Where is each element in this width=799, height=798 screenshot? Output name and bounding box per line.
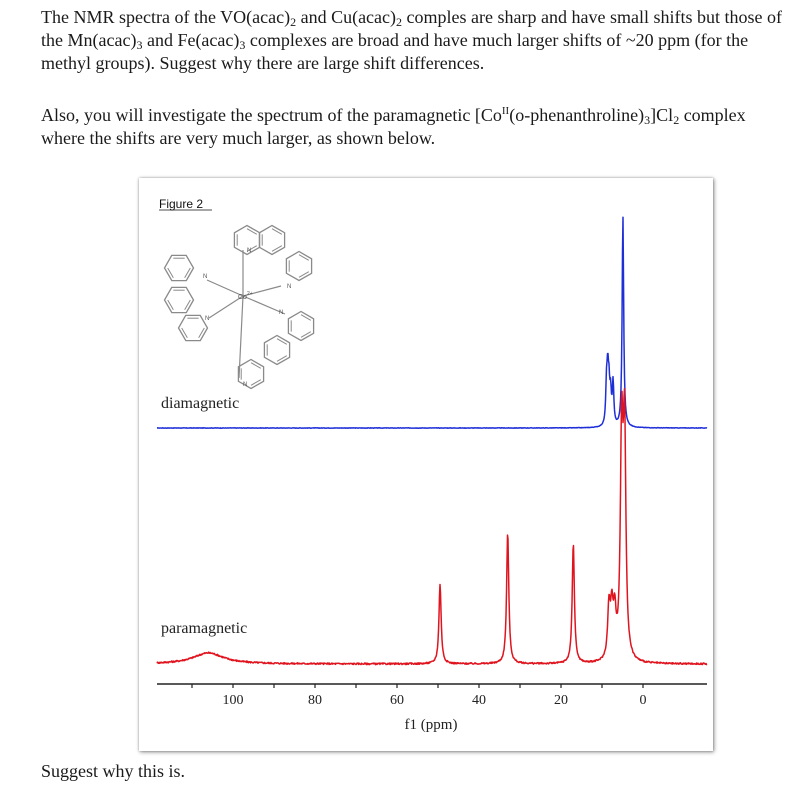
nitrogen-label: N [243, 382, 248, 388]
ring [259, 226, 284, 255]
p2-text-b: (o-phenanthroline) [509, 105, 645, 125]
double-bond [299, 255, 309, 261]
ring [288, 312, 313, 341]
p2-text-a: Also, you will investigate the spectrum of the paramagnetic [Co [41, 105, 502, 125]
p2-sub-c: 2 [673, 113, 680, 127]
p2-text-c: ]Cl [650, 105, 674, 125]
nmr-figure-canvas [139, 178, 713, 751]
nitrogen-label: N [205, 316, 210, 322]
p1-sub-a: 2 [290, 15, 297, 29]
p2-sub-b: 3 [644, 113, 651, 127]
double-bond [168, 268, 174, 278]
nitrogen-label: N [203, 274, 208, 280]
p1-sub-d: 3 [239, 38, 246, 52]
x-tick-label: 100 [222, 693, 244, 708]
co-phenanthroline-structure [165, 226, 314, 389]
x-tick-label: 40 [472, 693, 486, 708]
x-tick-label: 60 [390, 693, 404, 708]
double-bond [182, 328, 188, 338]
ppm-axis [157, 684, 707, 708]
x-tick-label: 80 [308, 693, 322, 708]
p1-text-a: The NMR spectra of the VO(acac) [41, 7, 291, 27]
nmr-spectra [157, 217, 707, 664]
x-tick-label: 0 [639, 693, 647, 708]
question-paragraph-2 [41, 104, 791, 150]
label-diamagnetic: diamagnetic [161, 395, 240, 412]
cobalt-label: Co [238, 294, 247, 301]
nitrogen-label: N [247, 248, 252, 254]
cobalt-charge-label: 2+ [247, 291, 253, 297]
double-bond [168, 300, 174, 310]
nmr-figure [139, 178, 713, 751]
label-paramagnetic: paramagnetic [161, 620, 248, 637]
p1-text-d: and Fe(acac) [142, 30, 240, 50]
p1-sub-c: 3 [136, 38, 143, 52]
x-tick-label: 20 [554, 693, 568, 708]
double-bond [277, 339, 287, 345]
nitrogen-label: N [279, 310, 284, 316]
ring [179, 315, 208, 340]
x-axis-label: f1 (ppm) [404, 717, 458, 733]
question-paragraph-3: Suggest why this is. [41, 761, 186, 781]
ring [165, 287, 194, 312]
p2-sup-oxidation-state: II [501, 105, 510, 117]
question-paragraph-1 [41, 6, 791, 75]
p2-text-d: complex where the shifts are very much larger, as shown below. [41, 105, 746, 148]
ring [264, 336, 289, 365]
nitrogen-label: N [287, 284, 292, 290]
p1-text-e: complexes are broad and have much larger shifts of ~20 ppm (for the methyl groups). Suggest why there are large shift differences. [41, 30, 749, 73]
double-bond [301, 315, 311, 321]
figure-caption: Figure 2 [159, 197, 204, 211]
p1-sub-b: 2 [396, 15, 403, 29]
ring [286, 252, 311, 281]
p1-text-b: and Cu(acac) [296, 7, 397, 27]
p1-text-c: comples are sharp and have small shifts but those of the Mn(acac) [41, 7, 782, 50]
ring [165, 255, 194, 280]
double-bond [251, 363, 261, 369]
